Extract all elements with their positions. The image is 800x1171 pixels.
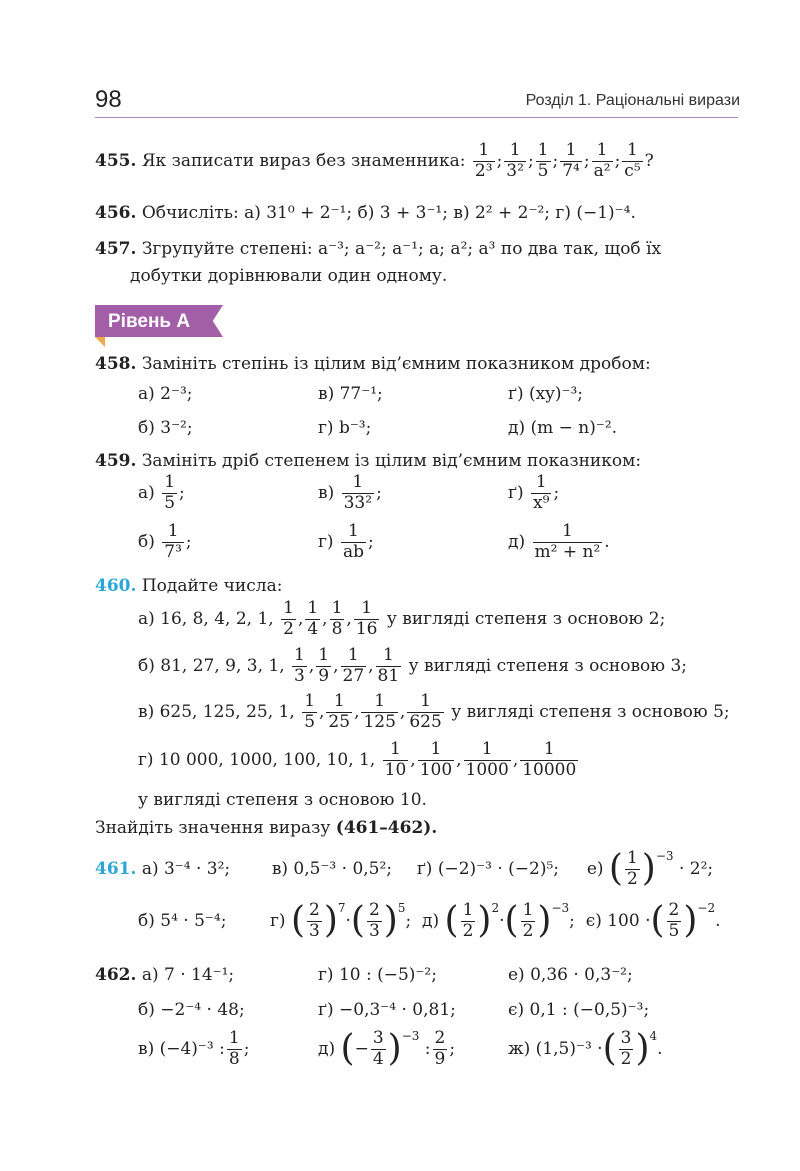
exercise-text: Подайте числа: — [141, 576, 283, 596]
item: ґ) (xy)⁻³; — [508, 384, 583, 404]
item: д) (m − n)⁻². — [508, 418, 618, 438]
fraction: $\frac{1}{\text{2³}}$ — [474, 140, 493, 181]
header-divider — [95, 117, 738, 118]
exercise-461-row1: 461. а) 3⁻⁴ · 3²; в) 0,5⁻³ · 0,5²; ґ) (−2)⁻³ · (−2)⁵; е) ( $\frac{1}{2}$ ) $^{-3}$ · 2²; — [95, 848, 714, 890]
exercise-462-row1: 462. а) 7 · 14⁻¹; — [95, 965, 235, 985]
exercise-text: Згрупуйте степені: a⁻³; a⁻²; a⁻¹; a; a²; a³ по два так, щоб їх — [141, 239, 662, 259]
item: д) ( − $\frac{3}{4}$ ) $^{-3}$ : $\frac{2}{9}$ ; — [318, 1028, 456, 1070]
item: в) 625, 125, 25, 1, $\frac{1}{5}$ , $\frac{1}{25}$ , $\frac{1}{125}$ , $\frac{1}{625}$ у вигляді степеня з основою 5; — [138, 691, 730, 732]
exercise-455: 455. Як записати вираз без знаменника: $\frac{1}{\text{2³}}$ ; $\frac{1}{\text{3²}}$ ; $\frac{1}{5}$ ; $\frac{1}{\text{7⁴}}$ ; $\frac{1}{\text{a²}}$ ; $\frac{1}{\text{c⁵}}$ ? — [95, 140, 654, 181]
fraction: $\frac{1}{\text{3²}}$ — [506, 140, 524, 181]
exercise-text: Обчисліть: а) 31⁰ + 2⁻¹; б) 3 + 3⁻¹; в) 2² + 2⁻²; г) (−1)⁻⁴. — [141, 203, 636, 223]
level-badge-label: Рівень А — [108, 311, 191, 332]
fraction: $\frac{1}{\text{c⁵}}$ — [624, 140, 641, 181]
item: д) $\frac{1}{\text{m² + n²}}$ . — [508, 521, 610, 562]
exercise-458 — [95, 356, 651, 373]
exercise-text: Замініть дріб степенем із цілим від’ємним показником: — [141, 451, 642, 471]
item: г) $\frac{1}{ab}$ ; — [318, 521, 374, 562]
item: б) −2⁻⁴ · 48; — [138, 1000, 245, 1020]
item: б) $\frac{1}{\text{7³}}$ ; — [138, 521, 192, 562]
exercise-460 — [95, 578, 282, 595]
exercise-text: Замініть степінь із цілим від’ємним показником дробом: — [141, 354, 651, 374]
exercise-number: 457. — [95, 239, 137, 259]
exercise-text: Як записати вираз без знаменника: — [141, 150, 466, 171]
page-number: 98 — [95, 86, 122, 113]
exercise-number: 459. — [95, 451, 137, 471]
item: а) $\frac{1}{5}$ ; — [138, 472, 185, 513]
item: г) b⁻³; — [318, 418, 372, 438]
exercise-461-row2: б) 5⁴ · 5⁻⁴; г) ( $\frac{2}{3}$ ) $^7$ · ( $\frac{2}{3}$ ) $^5$ ; д) ( $\frac{1}{2}$ ) $^2$ · ( $\frac{1}{2}$ ) $^{-3}$ ; є) 100 · ( $\frac{2}{5}$ ) $^{-2}$ . — [138, 900, 721, 942]
badge-fold — [95, 337, 105, 347]
item: в) $\frac{1}{\text{33²}}$ ; — [318, 472, 382, 513]
item: в) (−4)⁻³ : $\frac{1}{8}$ ; — [138, 1028, 250, 1069]
exercise-number: 461. — [95, 858, 137, 879]
item: б) 81, 27, 9, 3, 1, $\frac{1}{3}$ , $\frac{1}{9}$ , $\frac{1}{27}$ , $\frac{1}{81}$ у вигляді степеня з основою 3; — [138, 645, 688, 686]
item: в) 77⁻¹; — [318, 384, 383, 404]
exercise-457 — [95, 241, 661, 258]
question-mark: ? — [644, 150, 654, 171]
exercise-number: 455. — [95, 150, 137, 171]
item: б) 3⁻²; — [138, 418, 193, 438]
item: а) 2⁻³; — [138, 384, 193, 404]
item: г) 10 : (−5)⁻²; — [318, 965, 437, 985]
item: е) 0,36 · 0,3⁻²; — [508, 965, 633, 985]
item: ґ) $\frac{1}{\text{x⁹}}$ ; — [508, 472, 560, 513]
fraction: $\frac{1}{\text{7⁴}}$ — [562, 140, 580, 181]
exercise-457-line2: добутки дорівнювали один одному. — [130, 266, 448, 286]
chapter-title: Розділ 1. Раціональні вирази — [525, 92, 740, 109]
exercise-number: 456. — [95, 203, 137, 223]
section-note: Знайдіть значення виразу (461–462). — [95, 818, 438, 838]
item: г) 10 000, 1000, 100, 10, 1, $\frac{1}{10}$ , $\frac{1}{100}$ , $\frac{1}{1000}$ , $\frac{1}{10000}$ — [138, 739, 577, 780]
exercise-number: 458. — [95, 354, 137, 374]
exercise-number: 460. — [95, 576, 137, 596]
exercise-number: 462. — [95, 965, 137, 985]
item: ж) (1,5)⁻³ · ( $\frac{3}{2}$ ) $^4$ . — [508, 1028, 663, 1070]
exercise-456 — [95, 205, 636, 222]
item: ґ) −0,3⁻⁴ · 0,81; — [318, 1000, 456, 1020]
item: є) 0,1 : (−0,5)⁻³; — [508, 1000, 650, 1020]
fraction: $\frac{1}{5}$ — [537, 140, 549, 181]
item: а) 16, 8, 4, 2, 1, $\frac{1}{2}$ , $\frac{1}{4}$ , $\frac{1}{8}$ , $\frac{1}{16}$ у вигляді степеня з основою 2; — [138, 598, 666, 639]
exercise-459 — [95, 453, 641, 470]
item-continuation: у вигляді степеня з основою 10. — [138, 790, 427, 810]
fraction: $\frac{1}{\text{a²}}$ — [593, 140, 611, 181]
